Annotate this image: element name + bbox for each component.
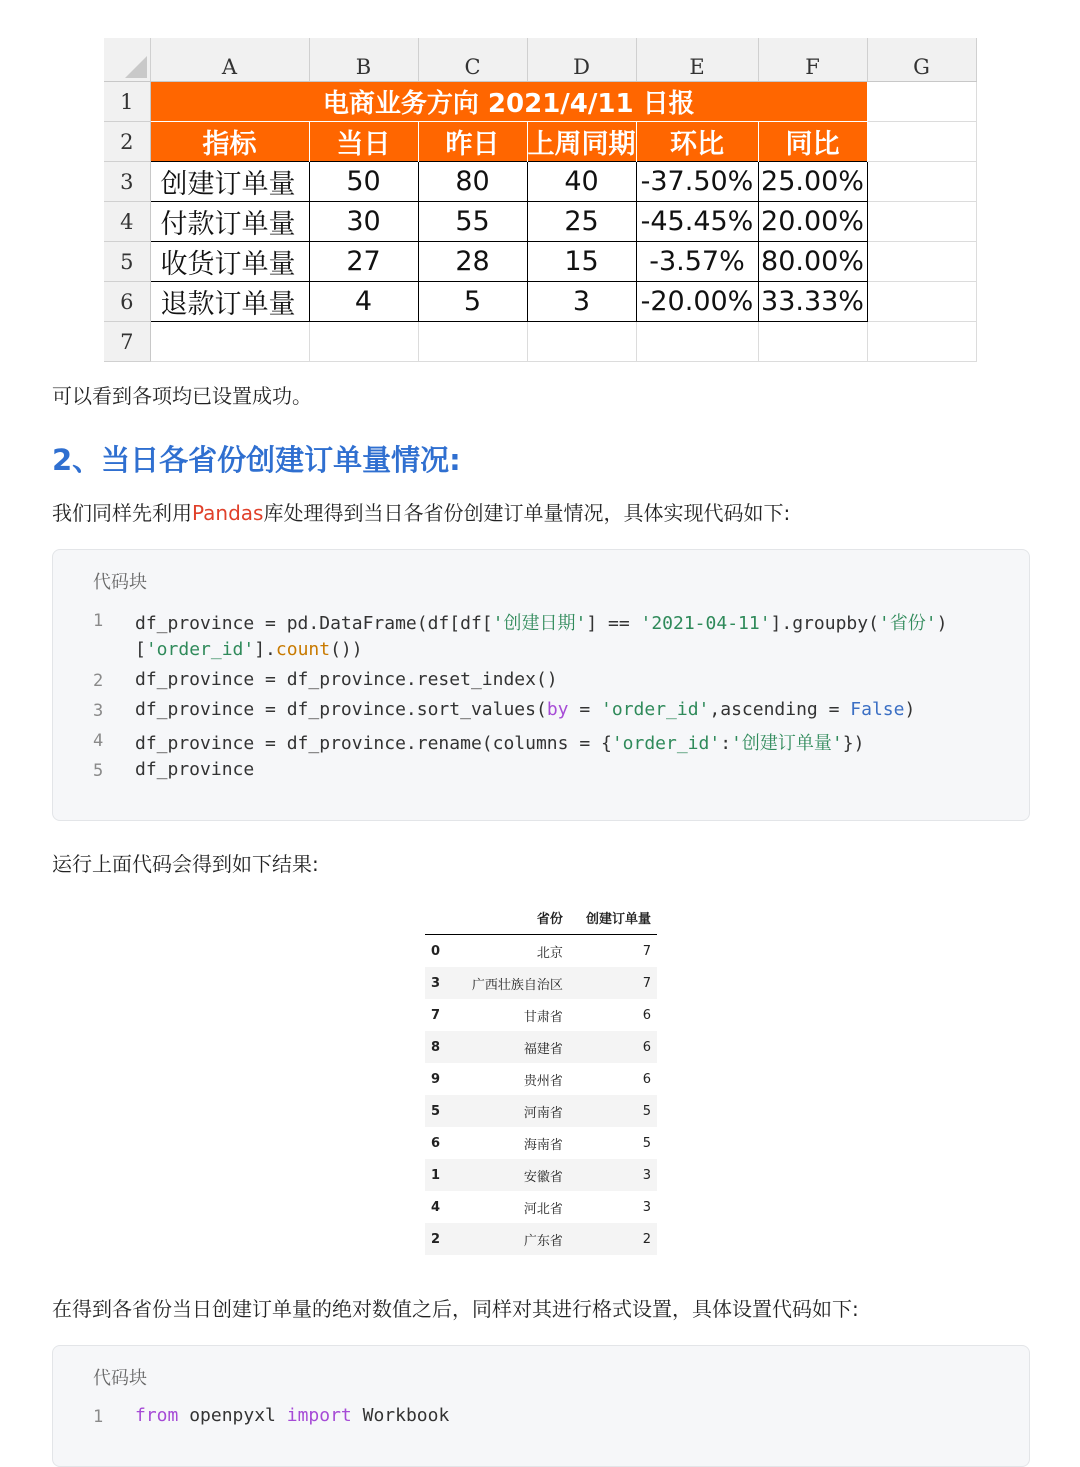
df-index: 6	[431, 1135, 441, 1151]
col-header-d[interactable]: D	[527, 38, 636, 82]
data-cell[interactable]: 收货订单量	[150, 242, 309, 282]
line-number: 5	[93, 761, 104, 781]
dataframe-output	[425, 900, 657, 1255]
code-token: =	[568, 699, 602, 720]
df-row	[425, 1127, 657, 1159]
df-cell: 5	[569, 1095, 657, 1127]
line-number: 4	[93, 731, 104, 751]
data-cell[interactable]: 80	[418, 162, 527, 202]
code-token: df_province = df_province.sort_values(	[135, 699, 547, 720]
df-row	[425, 935, 657, 968]
header-cell[interactable]: 昨日	[418, 122, 527, 162]
df-cell: 福建省	[451, 1031, 569, 1063]
data-cell[interactable]: 33.33%	[758, 282, 867, 322]
code-token: openpyxl	[178, 1405, 287, 1426]
row-header-3[interactable]: 3	[104, 162, 150, 202]
pandas-highlight: Pandas	[192, 501, 264, 525]
code-token: ())	[330, 639, 363, 660]
df-index: 0	[431, 943, 441, 959]
df-cell: 7	[569, 967, 657, 999]
df-row	[425, 1159, 657, 1191]
df-cell: 河南省	[451, 1095, 569, 1127]
df-index: 1	[425, 1159, 451, 1191]
df-cell: 5	[642, 1135, 651, 1151]
row-header-1[interactable]: 1	[104, 82, 150, 122]
code-token: )	[904, 699, 916, 720]
row-header-2[interactable]: 2	[104, 122, 150, 162]
code-constant: False	[850, 699, 905, 720]
cell[interactable]	[867, 242, 976, 282]
code-token: )	[936, 613, 948, 634]
cell[interactable]	[867, 322, 976, 362]
cell[interactable]	[867, 202, 976, 242]
data-cell[interactable]: 25.00%	[758, 162, 867, 202]
df-cell: 6	[642, 1071, 651, 1087]
cell[interactable]	[867, 162, 976, 202]
df-row	[425, 1191, 657, 1223]
code-block-caption: 代码块	[93, 1368, 147, 1389]
code-block-caption: 代码块	[93, 572, 147, 593]
df-index: 9	[431, 1071, 441, 1087]
paragraph-text: 库处理得到当日各省份创建订单量情况，具体实现代码如下:	[263, 501, 791, 525]
df-index: 3	[425, 967, 451, 999]
cell[interactable]	[527, 322, 636, 362]
data-cell[interactable]: 25	[527, 202, 636, 242]
row-header-5[interactable]: 5	[104, 242, 150, 282]
col-header-e[interactable]: E	[636, 38, 758, 82]
cell[interactable]	[867, 82, 976, 122]
code-string: '创建日期'	[492, 613, 587, 634]
data-cell[interactable]: 4	[309, 282, 418, 322]
code-token: [	[135, 639, 146, 660]
code-string: 'order_id'	[145, 639, 255, 660]
df-row	[425, 999, 657, 1031]
data-cell[interactable]: -37.50%	[636, 162, 758, 202]
code-string: '省份'	[878, 613, 937, 634]
df-row	[425, 1031, 657, 1063]
line-number: 1	[93, 1407, 104, 1427]
data-cell[interactable]: 50	[309, 162, 418, 202]
header-cell[interactable]: 当日	[309, 122, 418, 162]
code-token: df_province = pd.DataFrame(df[df[	[135, 613, 493, 634]
col-header-f[interactable]: F	[758, 38, 867, 82]
cell[interactable]	[418, 322, 527, 362]
code-keyword: by	[546, 699, 569, 720]
paragraph-intro	[52, 497, 790, 526]
code-function: count	[275, 639, 331, 660]
data-cell[interactable]: -20.00%	[636, 282, 758, 322]
df-index: 7	[431, 1007, 441, 1023]
select-all-corner[interactable]	[104, 38, 150, 82]
header-cell[interactable]: 指标	[150, 122, 309, 162]
df-index: 2	[425, 1223, 451, 1255]
code-token: df_province = df_province.rename(columns = {	[135, 733, 612, 754]
df-index: 4	[431, 1199, 441, 1215]
df-cell: 贵州省	[523, 1073, 563, 1089]
code-token: :	[720, 733, 732, 754]
row-header-7[interactable]: 7	[104, 322, 150, 362]
cell[interactable]	[309, 322, 418, 362]
col-header-c[interactable]: C	[418, 38, 527, 82]
df-cell: 广西壮族自治区	[451, 967, 569, 999]
code-line[interactable]	[135, 729, 864, 755]
code-line[interactable]	[135, 699, 915, 720]
col-header-a[interactable]: A	[150, 38, 309, 82]
df-index: 8	[425, 1031, 451, 1063]
data-cell[interactable]: 40	[527, 162, 636, 202]
data-cell[interactable]: -3.57%	[636, 242, 758, 282]
df-cell: 6	[642, 1007, 651, 1023]
code-string: 'order_id'	[611, 733, 721, 754]
data-cell[interactable]: 付款订单量	[150, 202, 309, 242]
code-keyword: from	[135, 1405, 179, 1426]
df-cell: 海南省	[523, 1137, 563, 1153]
cell[interactable]	[636, 322, 758, 362]
code-keyword: import	[286, 1405, 352, 1426]
cell[interactable]	[150, 322, 309, 362]
paragraph-result: 运行上面代码会得到如下结果:	[52, 852, 319, 876]
df-cell: 3	[569, 1159, 657, 1191]
code-string: 'order_id'	[601, 699, 710, 720]
code-string: '2021-04-11'	[640, 613, 771, 634]
df-cell: 7	[642, 943, 651, 959]
header-cell[interactable]: 环比	[636, 122, 758, 162]
line-number: 1	[93, 611, 104, 631]
row-header-6[interactable]: 6	[104, 282, 150, 322]
cell[interactable]	[758, 322, 867, 362]
code-string: '创建订单量'	[731, 733, 843, 754]
header-cell[interactable]: 上周同期	[527, 122, 636, 162]
data-cell[interactable]: 80.00%	[758, 242, 867, 282]
paragraph-format: 在得到各省份当日创建订单量的绝对数值之后，同样对其进行格式设置，具体设置代码如下:	[52, 1297, 859, 1321]
data-cell[interactable]: 3	[527, 282, 636, 322]
code-token: ].	[254, 639, 276, 660]
cell[interactable]	[867, 282, 976, 322]
df-index-header	[425, 900, 451, 935]
df-column-header: 创建订单量	[569, 900, 657, 935]
code-line[interactable]: df_province = df_province.reset_index()	[135, 669, 558, 690]
code-line[interactable]: df_province	[135, 759, 255, 780]
code-token: ] ==	[586, 613, 641, 634]
df-row	[425, 967, 657, 999]
code-token: ,ascending =	[709, 699, 851, 720]
df-row	[425, 1095, 657, 1127]
code-block	[52, 549, 1030, 821]
data-cell[interactable]: 15	[527, 242, 636, 282]
df-cell: 北京	[536, 945, 563, 961]
code-line[interactable]	[135, 609, 947, 635]
df-cell: 安徽省	[451, 1159, 569, 1191]
data-cell[interactable]: -45.45%	[636, 202, 758, 242]
data-cell[interactable]: 创建订单量	[150, 162, 309, 202]
data-cell[interactable]: 20.00%	[758, 202, 867, 242]
row-header-4[interactable]: 4	[104, 202, 150, 242]
data-cell[interactable]: 5	[418, 282, 527, 322]
code-token: Workbook	[351, 1405, 450, 1426]
data-cell[interactable]: 28	[418, 242, 527, 282]
section-heading-2: 2、当日各省份创建订单量情况:	[52, 443, 461, 477]
code-line-wrap[interactable]	[135, 639, 363, 660]
df-cell: 3	[642, 1199, 651, 1215]
data-cell[interactable]: 退款订单量	[150, 282, 309, 322]
df-row	[425, 1223, 657, 1255]
df-row	[425, 1063, 657, 1095]
excel-screenshot	[104, 38, 976, 352]
df-cell: 2	[569, 1223, 657, 1255]
df-cell: 甘肃省	[523, 1009, 563, 1025]
paragraph-text: 我们同样先利用	[52, 501, 192, 525]
col-header-g[interactable]: G	[867, 38, 976, 82]
df-cell: 6	[569, 1031, 657, 1063]
col-header-b[interactable]: B	[309, 38, 418, 82]
code-token: ].groupby(	[770, 613, 879, 634]
df-cell: 广东省	[451, 1223, 569, 1255]
line-number: 3	[93, 701, 104, 721]
line-number: 2	[93, 671, 104, 691]
df-cell: 河北省	[523, 1201, 563, 1217]
data-cell[interactable]: 55	[418, 202, 527, 242]
df-index: 5	[425, 1095, 451, 1127]
code-token: })	[842, 733, 865, 754]
paragraph-success: 可以看到各项均已设置成功。	[52, 384, 312, 408]
data-cell[interactable]: 27	[309, 242, 418, 282]
code-block	[52, 1345, 1030, 1467]
df-column-header: 省份	[451, 900, 569, 935]
cell[interactable]	[867, 122, 976, 162]
header-cell[interactable]: 同比	[758, 122, 867, 162]
report-title-cell[interactable]: 电商业务方向 2021/4/11 日报	[150, 82, 867, 122]
data-cell[interactable]: 30	[309, 202, 418, 242]
code-line[interactable]	[135, 1405, 449, 1426]
